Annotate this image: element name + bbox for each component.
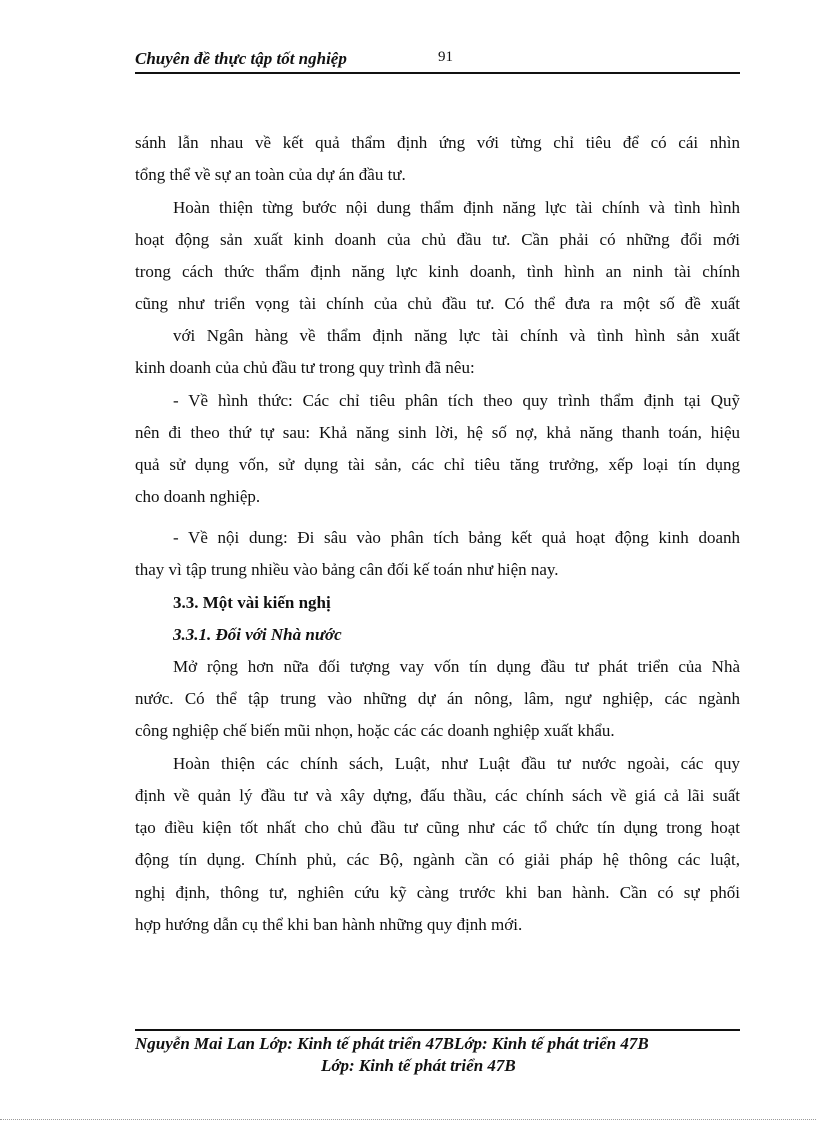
page-bottom-border [0, 1119, 816, 1120]
text-line: sánh lẫn nhau về kết quả thẩm định ứng với từng chỉ tiêu để có cái nhìn [135, 133, 740, 152]
text-line: cũng như triển vọng tài chính của chủ đầu tư. Có thể đưa ra một số đề xuất [135, 294, 740, 313]
footer-line-2: Lớp: Kinh tế phát triển 47B [321, 1056, 516, 1075]
header-title: Chuyên đề thực tập tốt nghiệp [135, 49, 347, 68]
text-line: Hoàn thiện từng bước nội dung thẩm định năng lực tài chính và tình hình [173, 198, 740, 217]
text-line: tạo điều kiện tốt nhất cho chủ đầu tư cũng như các tổ chức tín dụng trong hoạt [135, 818, 740, 837]
section-heading: 3.3. Một vài kiến nghị [173, 593, 331, 612]
text-line: - Về nội dung: Đi sâu vào phân tích bảng kết quả hoạt động kinh doanh [173, 528, 740, 547]
text-line: với Ngân hàng về thẩm định năng lực tài chính và tình hình sản xuất [173, 326, 740, 345]
text-line: trong cách thức thẩm định năng lực kinh doanh, tình hình an ninh tài chính [135, 262, 740, 281]
text-line: định về quản lý đầu tư và xây dựng, đấu thầu, các chính sách về giá cả lãi suất [135, 786, 740, 805]
text-line: công nghiệp chế biến mũi nhọn, hoặc các các doanh nghiệp xuất khẩu. [135, 721, 615, 740]
text-line: nước. Có thể tập trung vào những dự án nông, lâm, ngư nghiệp, các ngành [135, 689, 740, 708]
text-line: thay vì tập trung nhiều vào bảng cân đối kế toán như hiện nay. [135, 560, 559, 579]
text-line: kinh doanh của chủ đầu tư trong quy trình đã nêu: [135, 358, 475, 377]
text-line: tổng thể về sự an toàn của dự án đầu tư. [135, 165, 406, 184]
page-number: 91 [438, 49, 453, 65]
text-line: nghị định, thông tư, nghiên cứu kỹ càng trước khi ban hành. Cần có sự phối [135, 883, 740, 902]
page-header [135, 46, 740, 74]
text-line: Mở rộng hơn nữa đối tượng vay vốn tín dụng đầu tư phát triển của Nhà [173, 657, 740, 676]
text-line: động tín dụng. Chính phủ, các Bộ, ngành cần có giải pháp hệ thông các luật, [135, 850, 740, 869]
footer-line-1: Nguyễn Mai Lan Lớp: Kinh tế phát triển 47BLớp: Kinh tế phát triển 47B [135, 1034, 649, 1053]
footer-divider [135, 1029, 740, 1031]
text-line: quả sử dụng vốn, sử dụng tài sản, các chỉ tiêu tăng trưởng, xếp loại tín dụng [135, 455, 740, 474]
text-line: hoạt động sản xuất kinh doanh của chủ đầu tư. Cần phải có những đổi mới [135, 230, 740, 249]
subsection-heading: 3.3.1. Đối với Nhà nước [173, 625, 342, 644]
text-line: Hoàn thiện các chính sách, Luật, như Luật đầu tư nước ngoài, các quy [173, 754, 740, 773]
text-line: nên đi theo thứ tự sau: Khả năng sinh lời, hệ số nợ, khả năng thanh toán, hiệu [135, 423, 740, 442]
text-line: - Về hình thức: Các chỉ tiêu phân tích theo quy trình thẩm định tại Quỹ [173, 391, 740, 410]
text-line: cho doanh nghiệp. [135, 487, 261, 506]
text-line: hợp hướng dẫn cụ thể khi ban hành những quy định mới. [135, 915, 523, 934]
